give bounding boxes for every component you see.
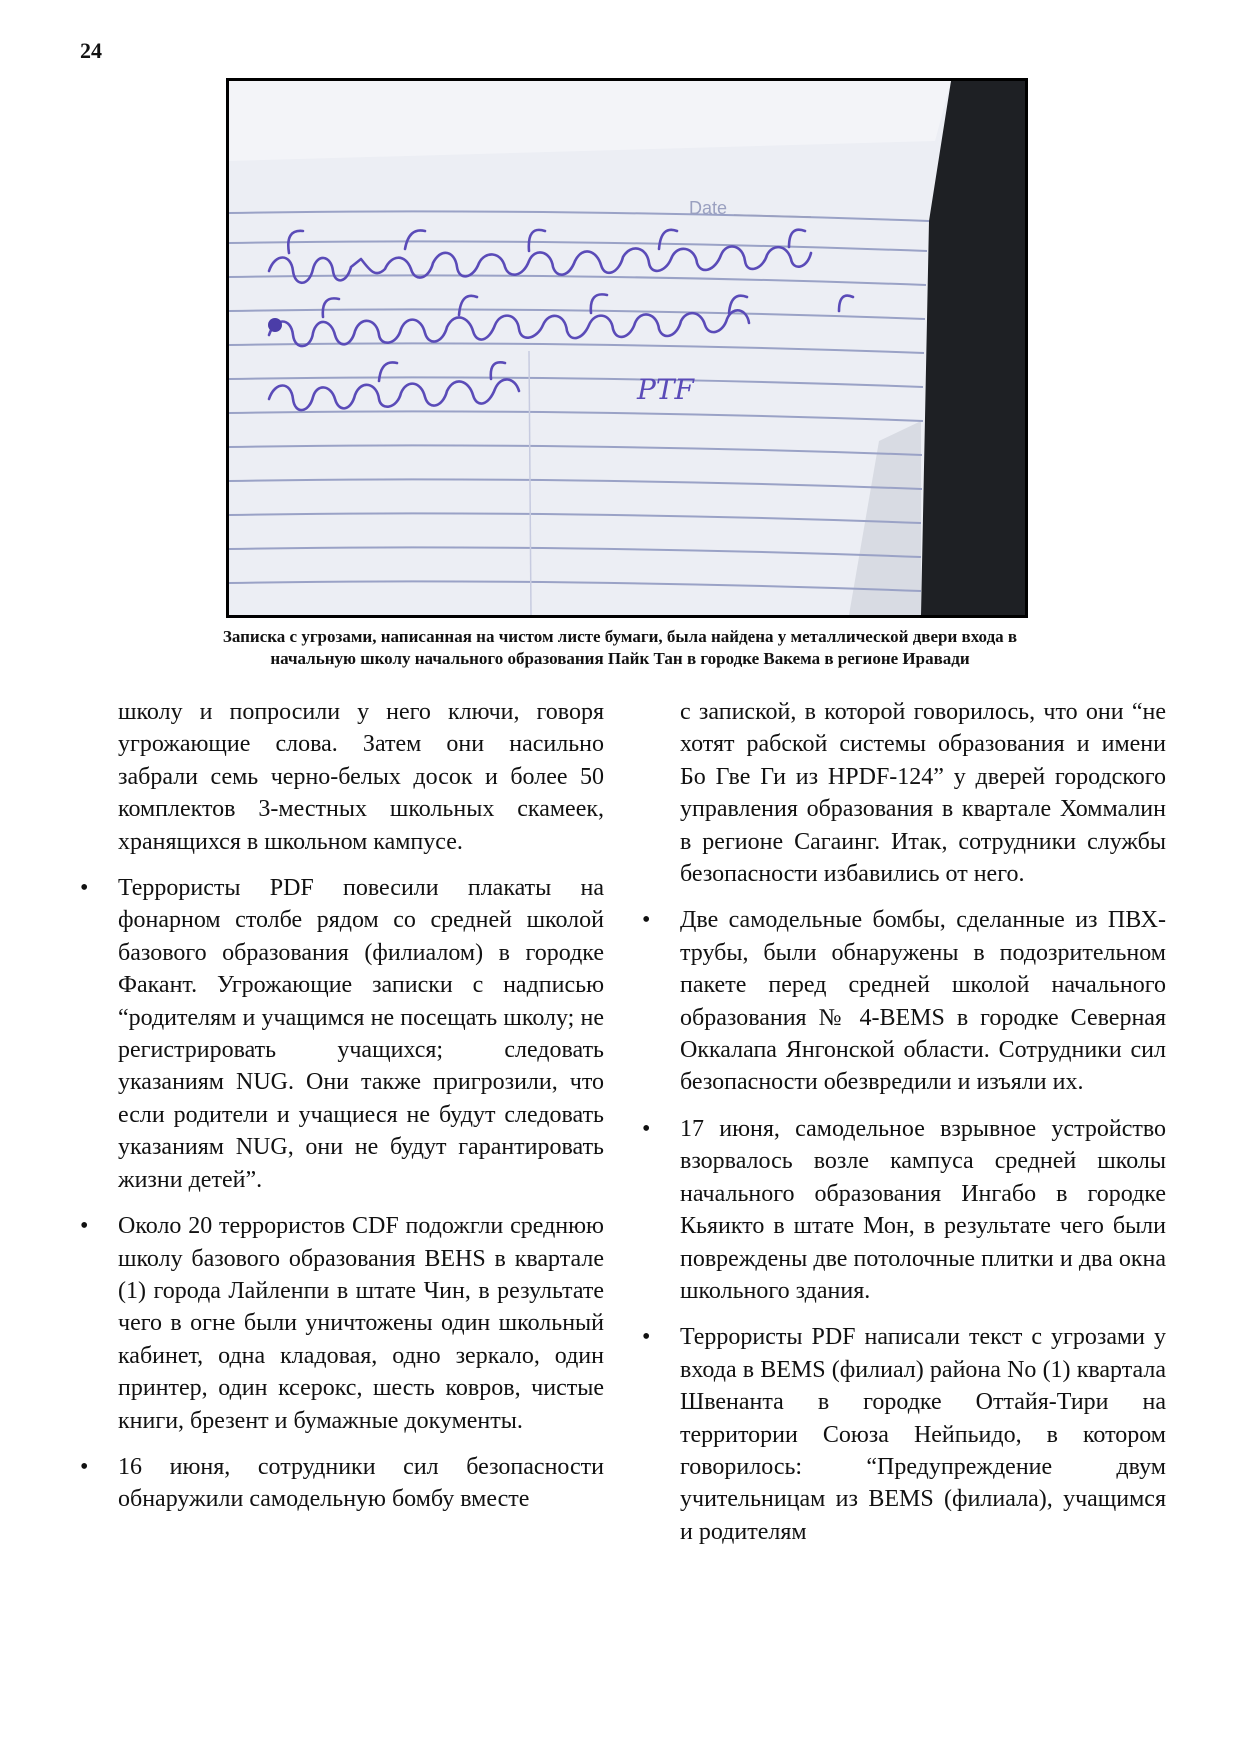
bullet-list <box>680 904 1166 1548</box>
continuation-paragraph: с запиской, в которой говорилось, что они “не хотят рабской системы образования и имени Бо Гве Ги из HPDF-124” у дверей городского управления образования в квартале Хоммалин в регионе Сагаинг. Итак, сотрудники службы безопасности избавились от него. <box>680 699 1166 888</box>
list-item: • 16 июня, сотрудники сил безопасности обнаружили самодельную бомбу вместе <box>118 1451 604 1516</box>
date-label: Date <box>689 198 728 218</box>
list-item: • Террористы PDF написали текст с угрозами у входа в BEMS (филиал) района No (1) квартала Швенанта в городке Оттайя-Тири на территории Союза Нейпьидо, в котором говорилось: “Предупреждение двум учительницам из BEMS (филиала), учащимся и родителям <box>680 1321 1166 1548</box>
page-number: 24 <box>80 38 102 63</box>
photo-caption <box>120 626 1120 670</box>
left-column <box>118 696 604 1516</box>
bullet-list <box>118 872 604 1516</box>
caption-line: начальную школу начального образования Пайк Тан в городке Вакема в регионе Иравади <box>270 649 970 668</box>
list-item: • Террористы PDF повесили плакаты на фонарном столбе рядом со средней школой базового образования (филиалом) в городке Факант. Угрожающие записки с надписью “родителям и учащимся не посещать школу; не регистрировать учащихся; следовать указаниям NUG. Они также пригрозили, что если родители и учащиеся не будут следовать указаниям NUG, они не будут гарантировать жизни детей”. <box>118 872 604 1196</box>
list-item: • Две самодельные бомбы, сделанные из ПВХ-трубы, были обнаружены в подозрительном пакете перед средней школой начального образования № 4-BEMS в городке Северная Оккалапа Янгонской области. Сотрудники сил безопасности обезвредили и изъяли их. <box>680 904 1166 1098</box>
handwriting-signature: PTF <box>637 373 694 406</box>
list-item: • Около 20 террористов CDF подожгли среднюю школу базового образования BEHS в квартале (1) города Лайленпи в штате Чин, в результате чего в огне были уничтожены один школьный кабинет, одна кладовая, одно зеркало, один принтер, один ксерокс, шесть ковров, чистые книги, брезент и бумажные документы. <box>118 1210 604 1437</box>
right-column <box>680 696 1166 1548</box>
continuation-paragraph: школу и попросили у него ключи, говоря угрожающие слова. Затем они насильно забрали семь черно-белых досок и более 50 комплектов 3-местных школьных скамеек, хранящихся в школьном кампусе. <box>118 699 604 855</box>
threat-note-photo <box>226 78 1028 618</box>
list-item: • 17 июня, самодельное взрывное устройство взорвалось возле кампуса средней школы начального образования Ингабо в городке Кьяикто в штате Мон, в результате чего были повреждены две потолочные плитки и два окна школьного здания. <box>680 1113 1166 1307</box>
caption-line: Записка с угрозами, написанная на чистом листе бумаги, была найдена у металлической двери входа в <box>222 627 1018 646</box>
